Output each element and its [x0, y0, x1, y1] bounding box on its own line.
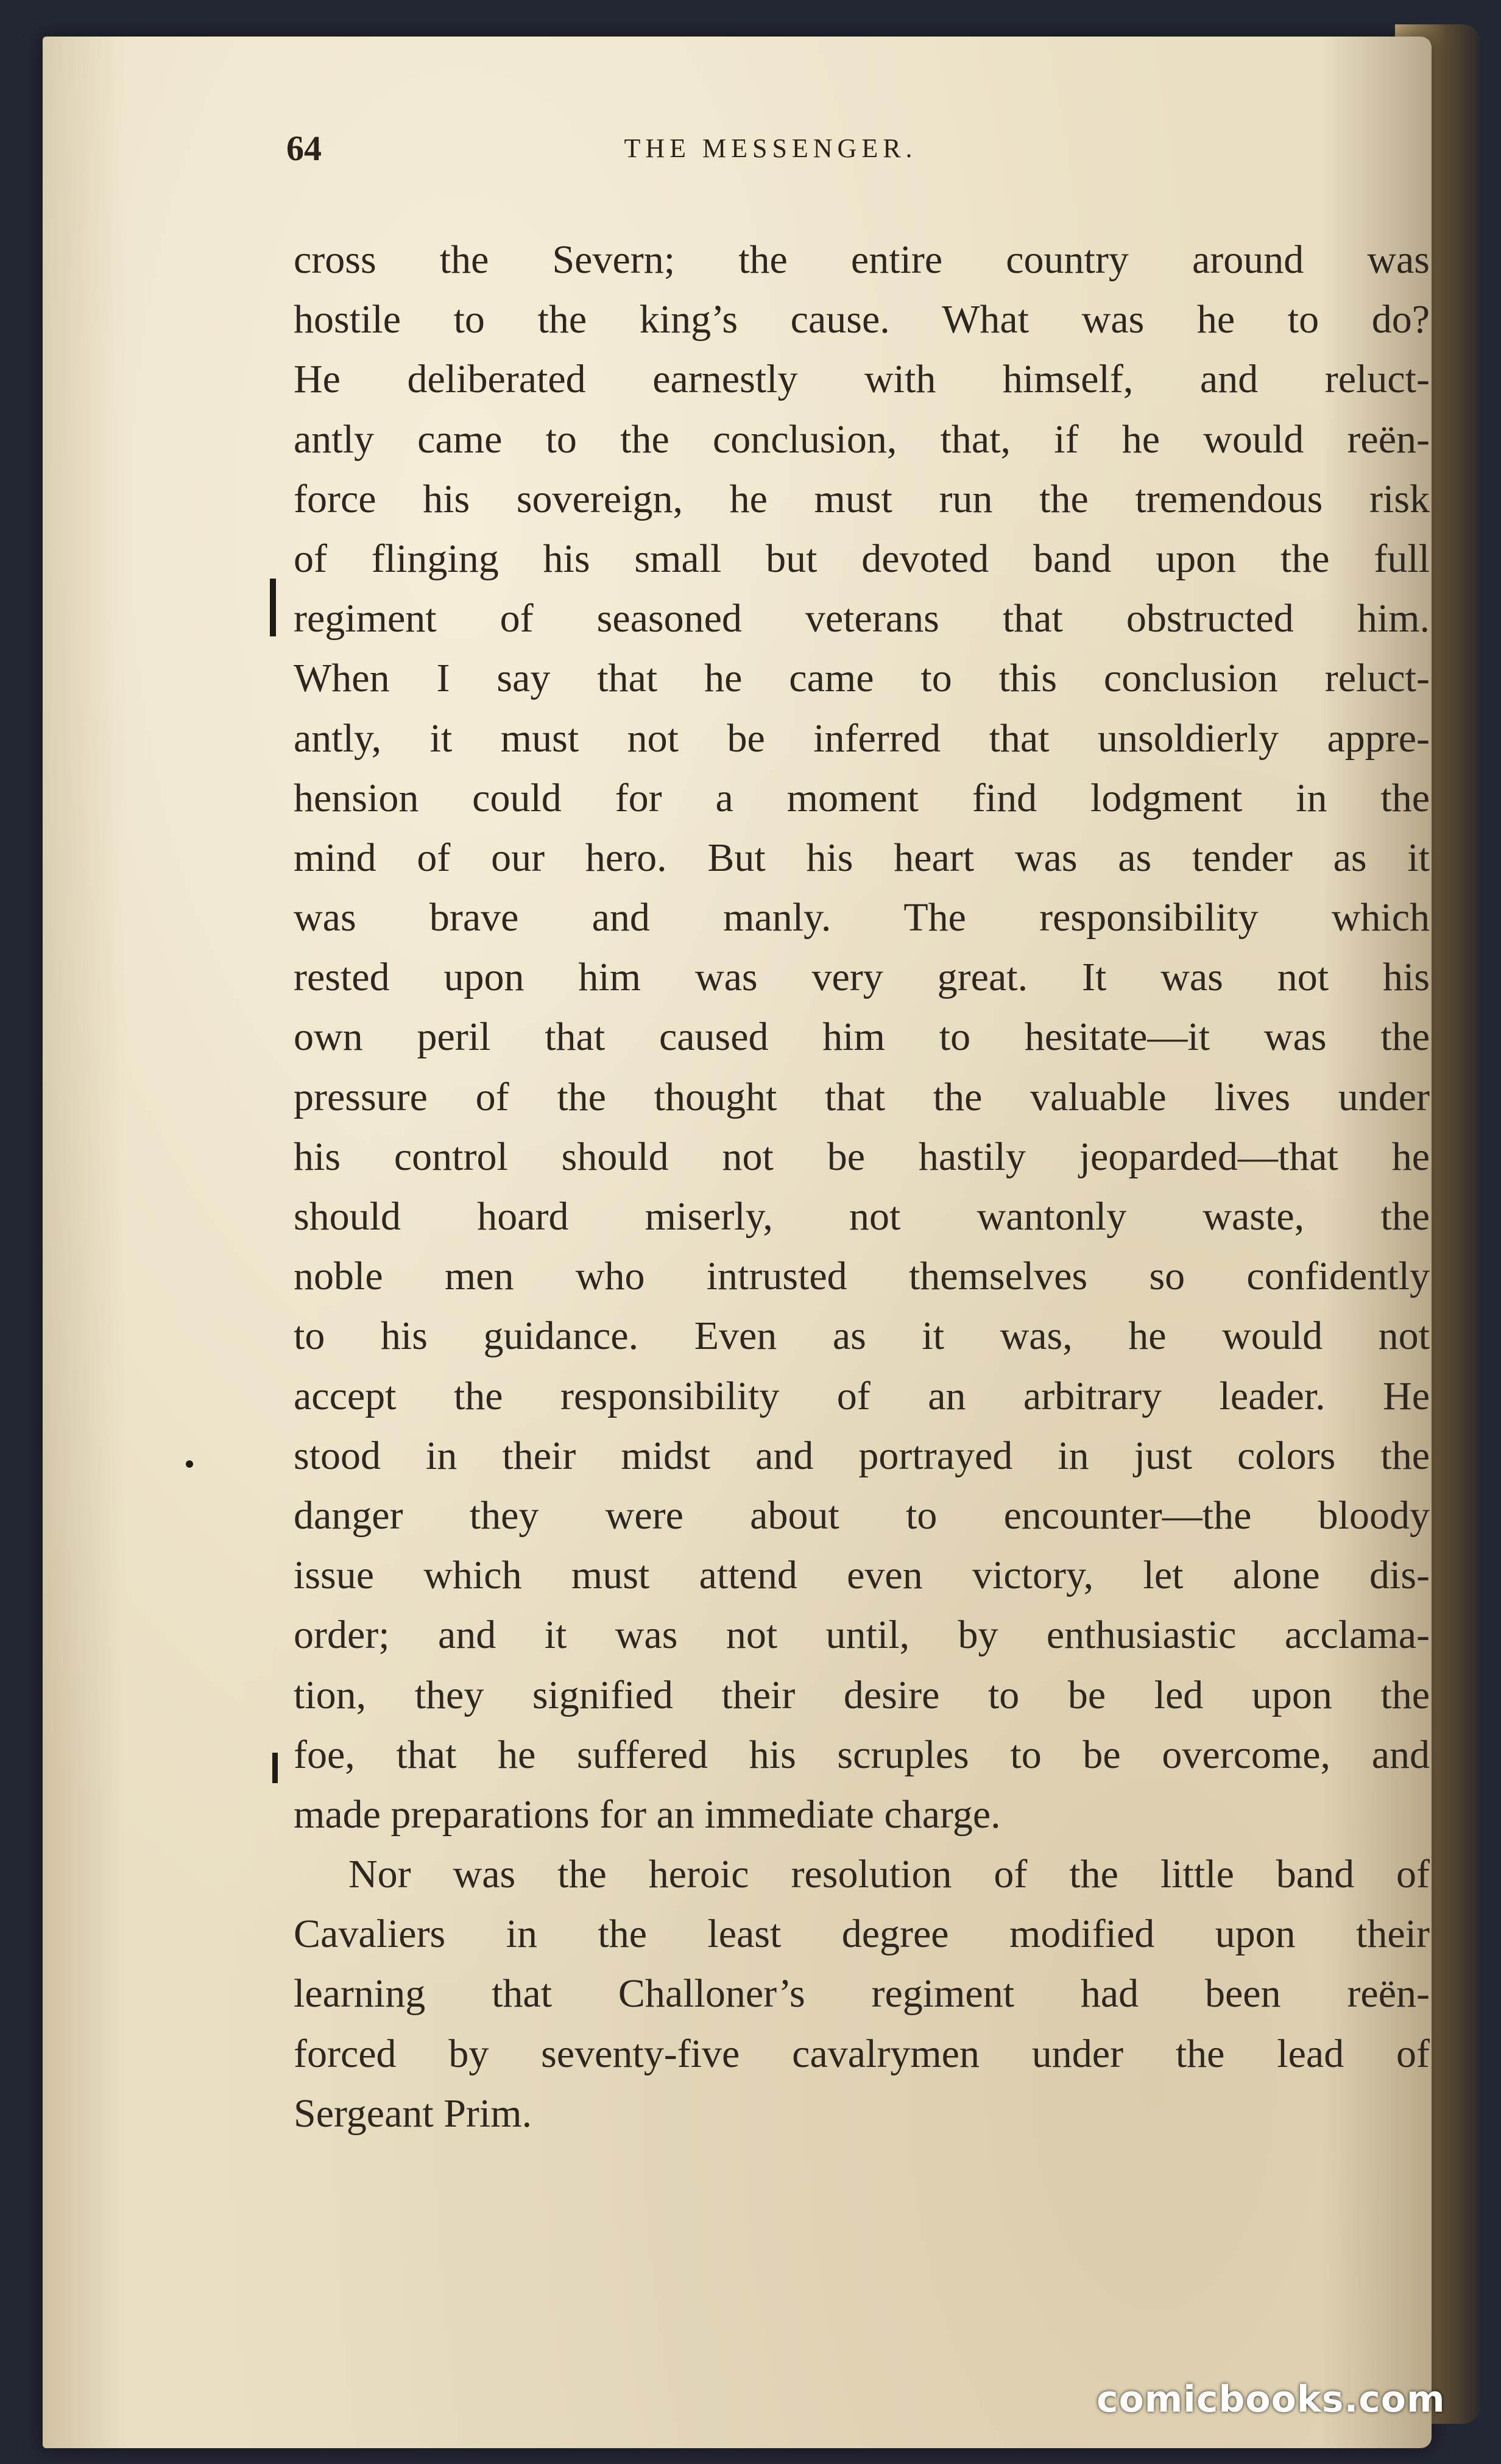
text-line: foe, that he suffered his scruples to be overcome, and — [294, 1732, 1430, 1777]
running-title: THE MESSENGER. — [624, 133, 917, 163]
page-header — [238, 128, 1304, 177]
text-line: was brave and manly. The responsibility which — [294, 895, 1430, 940]
text-line: to his guidance. Even as it was, he would not — [294, 1314, 1430, 1359]
margin-pencil-mark — [272, 1753, 278, 1783]
text-line: When I say that he came to this conclusion reluct- — [294, 656, 1430, 701]
book-page — [43, 37, 1432, 2448]
text-line: accept the responsibility of an arbitrary leader. He — [294, 1373, 1430, 1418]
text-line: hension could for a moment find lodgment in the — [294, 775, 1430, 820]
text-line: forced by seventy-five cavalrymen under the lead of — [294, 2031, 1430, 2076]
site-watermark: comicbooks.com — [1097, 2378, 1446, 2421]
page-number: 64 — [286, 128, 322, 168]
text-line: Sergeant Prim. — [294, 2091, 532, 2136]
text-line: regiment of seasoned veterans that obstructed him. — [294, 596, 1430, 641]
text-line: of flinging his small but devoted band upon the full — [294, 536, 1430, 581]
text-line: should hoard miserly, not wantonly waste, the — [294, 1194, 1430, 1239]
text-line: his control should not be hastily jeoparded—that he — [294, 1134, 1430, 1179]
text-line: Nor was the heroic resolution of the little band of — [348, 1852, 1430, 1897]
text-line: order; and it was not until, by enthusiastic acclama- — [294, 1613, 1430, 1658]
text-line: rested upon him was very great. It was not his — [294, 955, 1430, 1000]
margin-dot-mark — [186, 1460, 193, 1468]
text-line: antly came to the conclusion, that, if he would reën- — [294, 417, 1430, 462]
text-line: noble men who intrusted themselves so confidently — [294, 1254, 1430, 1299]
text-line: stood in their midst and portrayed in just colors the — [294, 1433, 1430, 1478]
paragraph-2 — [294, 1845, 1430, 2144]
text-line: made preparations for an immediate charge. — [294, 1792, 1001, 1837]
text-line: own peril that caused him to hesitate—it was the — [294, 1015, 1430, 1060]
text-line: pressure of the thought that the valuable lives under — [294, 1074, 1430, 1119]
text-line: issue which must attend even victory, let alone dis- — [294, 1553, 1430, 1598]
text-line: mind of our hero. But his heart was as tender as it — [294, 835, 1430, 880]
text-line: He deliberated earnestly with himself, and reluct- — [294, 357, 1430, 402]
paragraph-1 — [294, 230, 1430, 1845]
text-line: learning that Challoner’s regiment had been reën- — [294, 1971, 1430, 2016]
text-line: tion, they signified their desire to be led upon the — [294, 1672, 1430, 1717]
body-text — [294, 230, 1430, 2144]
margin-pencil-mark — [270, 579, 276, 636]
text-line: antly, it must not be inferred that unsoldierly appre- — [294, 716, 1430, 761]
text-line: cross the Severn; the entire country around was — [294, 238, 1430, 282]
text-line: danger they were about to encounter—the bloody — [294, 1493, 1430, 1538]
text-line: force his sovereign, he must run the tremendous risk — [294, 476, 1430, 521]
text-line: Cavaliers in the least degree modified upon their — [294, 1912, 1430, 1957]
text-line: hostile to the king’s cause. What was he to do? — [294, 297, 1430, 342]
